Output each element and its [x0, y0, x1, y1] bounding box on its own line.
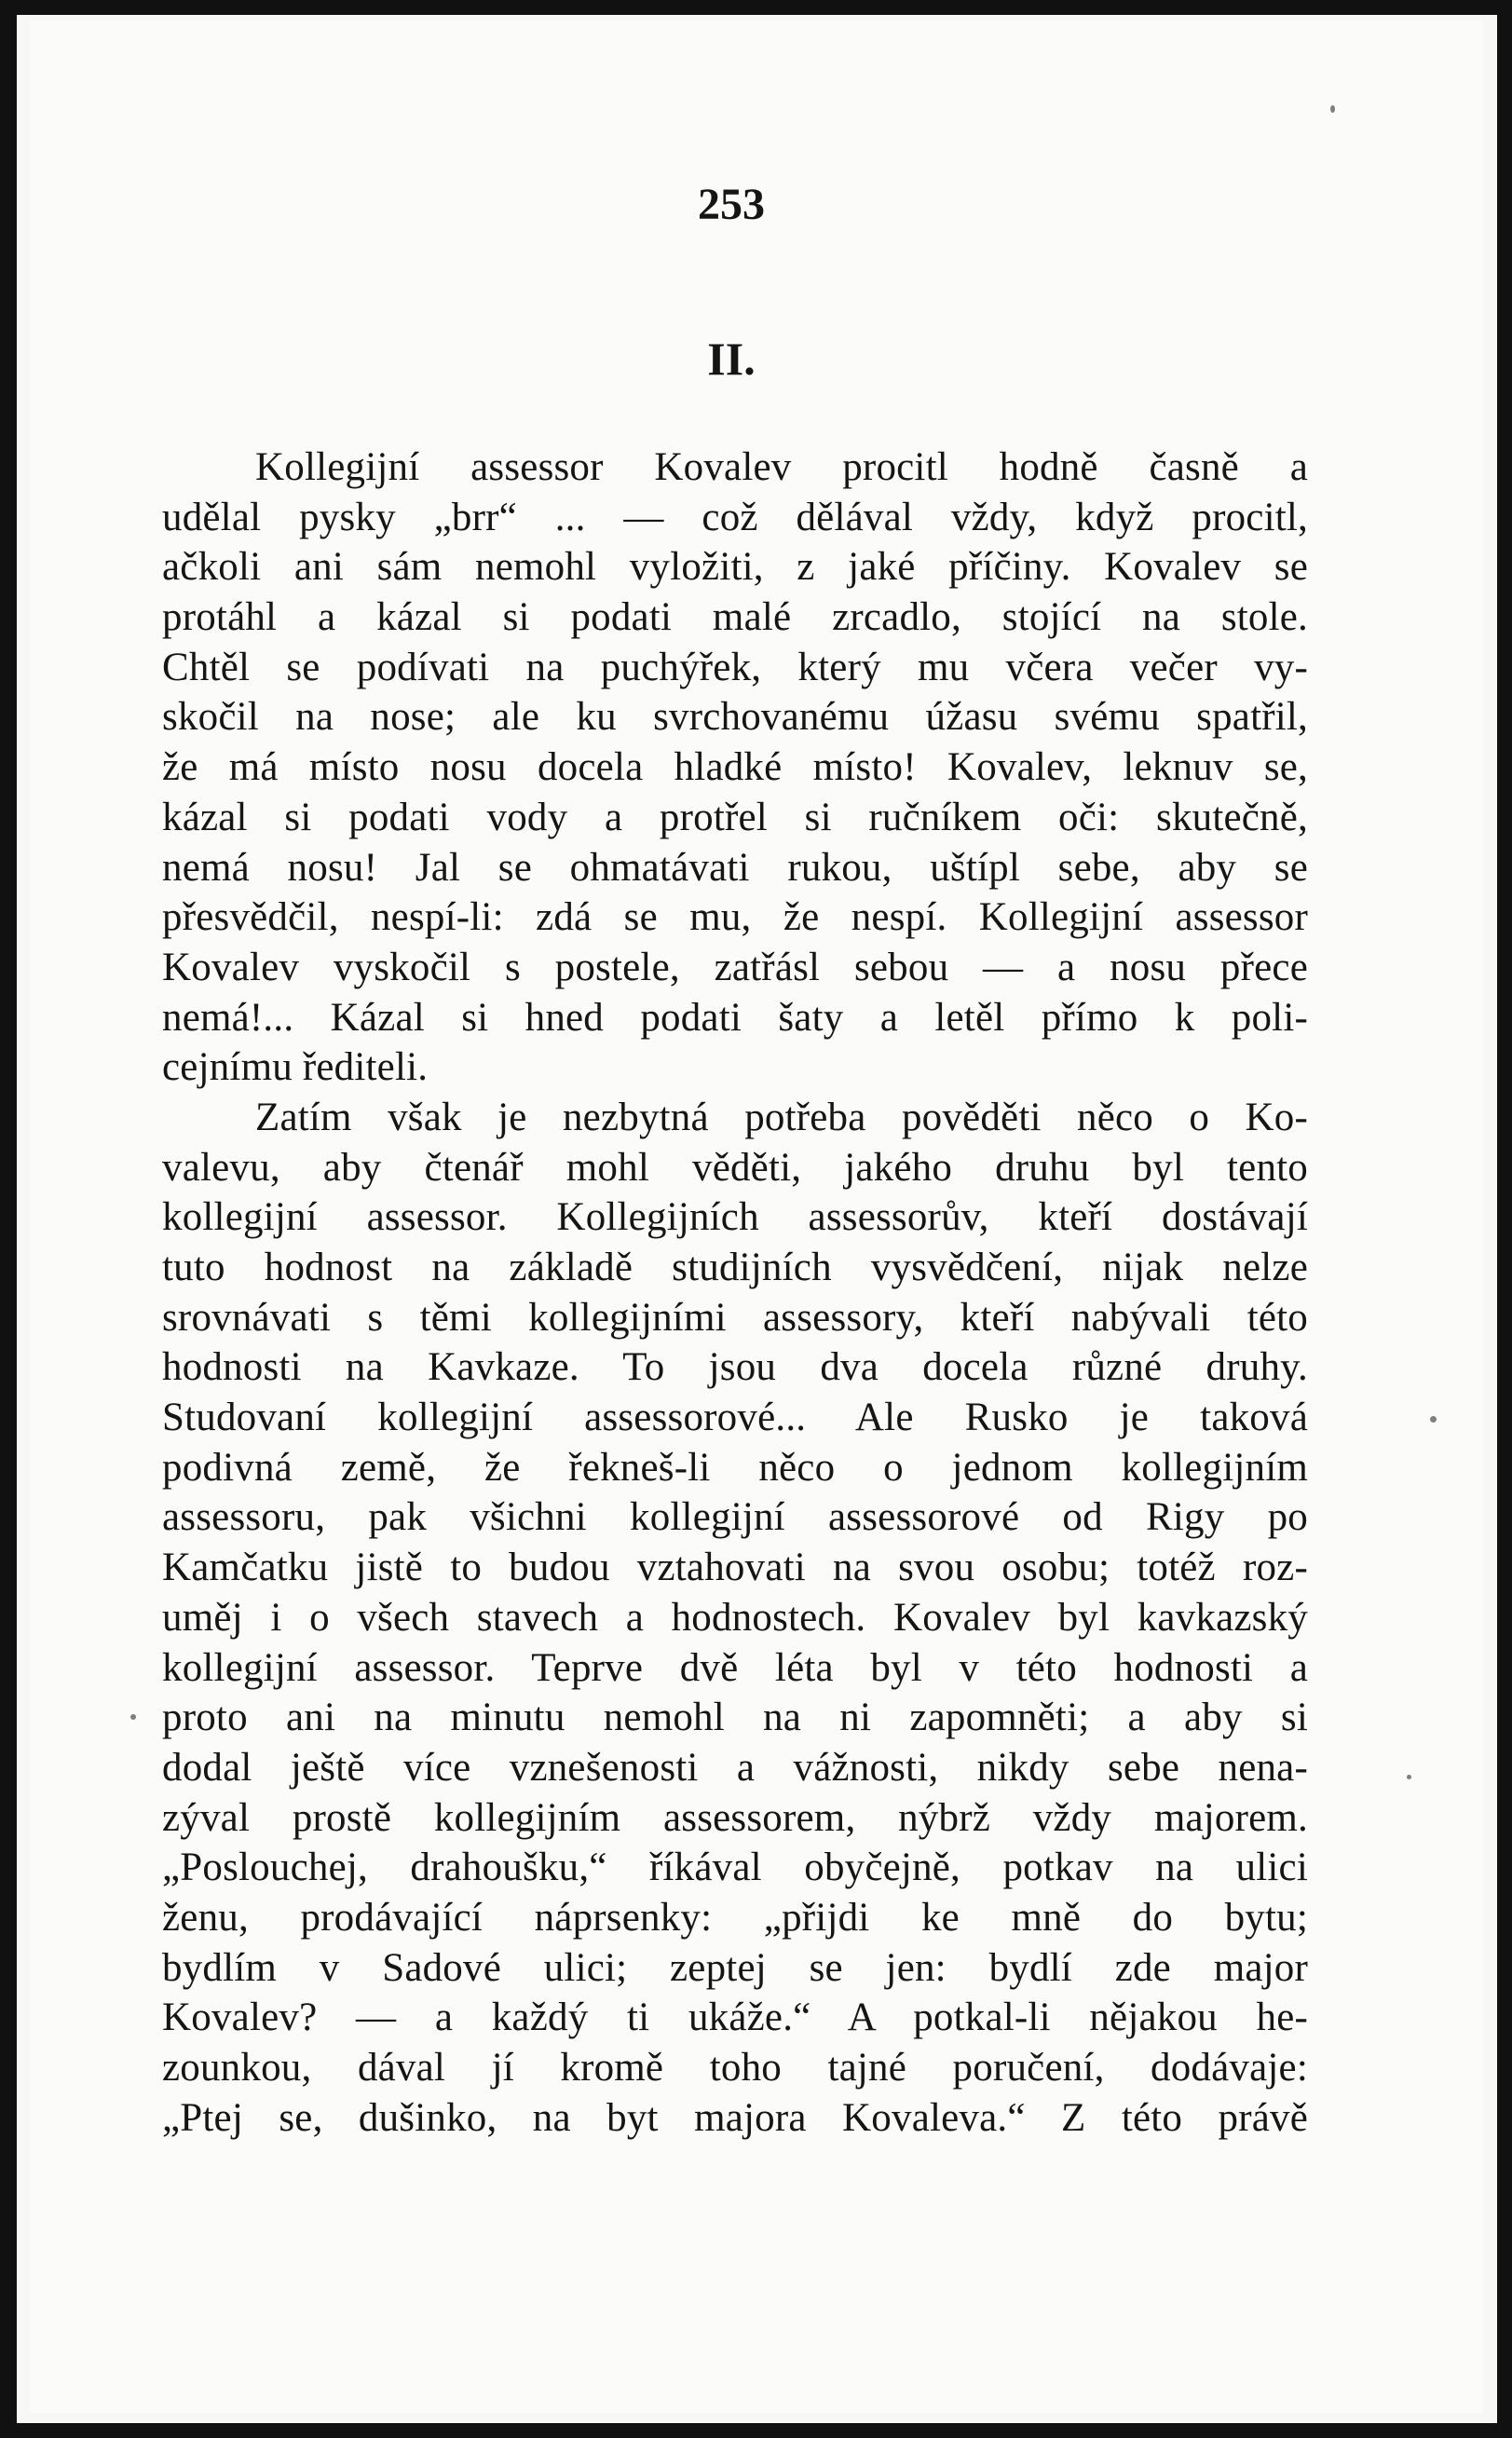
- text-line: nemá nosu! Jal se ohmatávati rukou, uštípl sebe, aby se: [162, 845, 1308, 890]
- text-line: že má místo nosu docela hladké místo! Kovalev, leknuv se,: [162, 745, 1308, 790]
- text-line: Chtěl se podívati na puchýřek, který mu včera večer vy-: [162, 645, 1308, 689]
- text-line: tuto hodnost na základě studijních vysvědčení, nijak nelze: [162, 1246, 1308, 1289]
- text-line: uměj i o všech stavech a hodnostech. Kovalev byl kavkazský: [162, 1595, 1308, 1640]
- body-text: [162, 443, 1308, 2143]
- text-line: kollegijní assessor. Teprve dvě léta byl v této hodnosti a: [162, 1645, 1308, 1690]
- text-line: valevu, aby čtenář mohl věděti, jakého druhu byl tento: [162, 1145, 1308, 1190]
- text-line: „Poslouchej, drahoušku,“ říkával obyčejně, potkav na ulici: [162, 1846, 1308, 1890]
- text-line: Kovalev? — a každý ti ukáže.“ A potkal-li nějakou he-: [162, 1995, 1308, 2040]
- text-line: kázal si podati vody a protřel si ručníkem oči: skutečně,: [162, 795, 1308, 839]
- text-line: zýval prostě kollegijním assessorem, nýbrž vždy majorem.: [162, 1795, 1308, 1840]
- text-line: ačkoli ani sám nemohl vyložiti, z jaké příčiny. Kovalev se: [162, 545, 1308, 590]
- text-line: proto ani na minutu nemohl na ni zapomněti; a aby si: [162, 1696, 1308, 1740]
- scan-speck: [1407, 1775, 1411, 1779]
- text-line: zounkou, dával jí kromě toho tajné poručení, dodávaje:: [162, 2046, 1308, 2090]
- text-line: přesvědčil, nespí-li: zdá se mu, že nespí. Kollegijní assessor: [162, 895, 1308, 940]
- text-line: skočil na nose; ale ku svrchovanému úžasu svému spatřil,: [162, 695, 1308, 740]
- chapter-title: II.: [707, 333, 756, 385]
- text-line: Zatím však je nezbytná potřeba pověděti něco o Ko-: [255, 1095, 1308, 1139]
- text-line: cejnímu řediteli.: [162, 1045, 429, 1090]
- page-number: 253: [698, 180, 765, 229]
- scan-speck: [1430, 1416, 1437, 1423]
- text-line: podivná země, že řekneš-li něco o jednom kollegijním: [162, 1445, 1308, 1490]
- text-line: Kovalev vyskočil s postele, zatřásl sebou — a nosu přece: [162, 945, 1308, 989]
- text-line: srovnávati s těmi kollegijními assessory, kteří nabývali této: [162, 1295, 1308, 1340]
- text-line: kollegijní assessor. Kollegijních assessorův, kteří dostávají: [162, 1195, 1308, 1240]
- text-line: bydlím v Sadové ulici; zeptej se jen: bydlí zde major: [162, 1945, 1308, 1990]
- text-line: Studovaní kollegijní assessorové... Ale Rusko je taková: [162, 1396, 1308, 1440]
- text-line: hodnosti na Kavkaze. To jsou dva docela různé druhy.: [162, 1345, 1308, 1390]
- text-line: dodal ještě více vznešenosti a vážnosti, nikdy sebe nena-: [162, 1745, 1308, 1790]
- text-line: ženu, prodávající náprsenky: „přijdi ke mně do bytu;: [162, 1895, 1308, 1940]
- text-line: „Ptej se, dušinko, na byt majora Kovaleva.“ Z této právě: [162, 2095, 1308, 2140]
- text-line: protáhl a kázal si podati malé zrcadlo, stojící na stole.: [162, 595, 1308, 640]
- scan-speck: [130, 1714, 136, 1720]
- text-line: assessoru, pak všichni kollegijní assessorové od Rigy po: [162, 1495, 1308, 1540]
- scan-speck: [1330, 105, 1335, 113]
- text-line: udělal pysky „brr“ ... — což dělával vždy, když procitl,: [162, 495, 1308, 539]
- text-line: Kollegijní assessor Kovalev procitl hodně časně a: [255, 445, 1308, 489]
- text-line: Kamčatku jistě to budou vztahovati na svou osobu; totéž roz-: [162, 1546, 1308, 1590]
- text-line: nemá!... Kázal si hned podati šaty a letěl přímo k poli-: [162, 995, 1308, 1040]
